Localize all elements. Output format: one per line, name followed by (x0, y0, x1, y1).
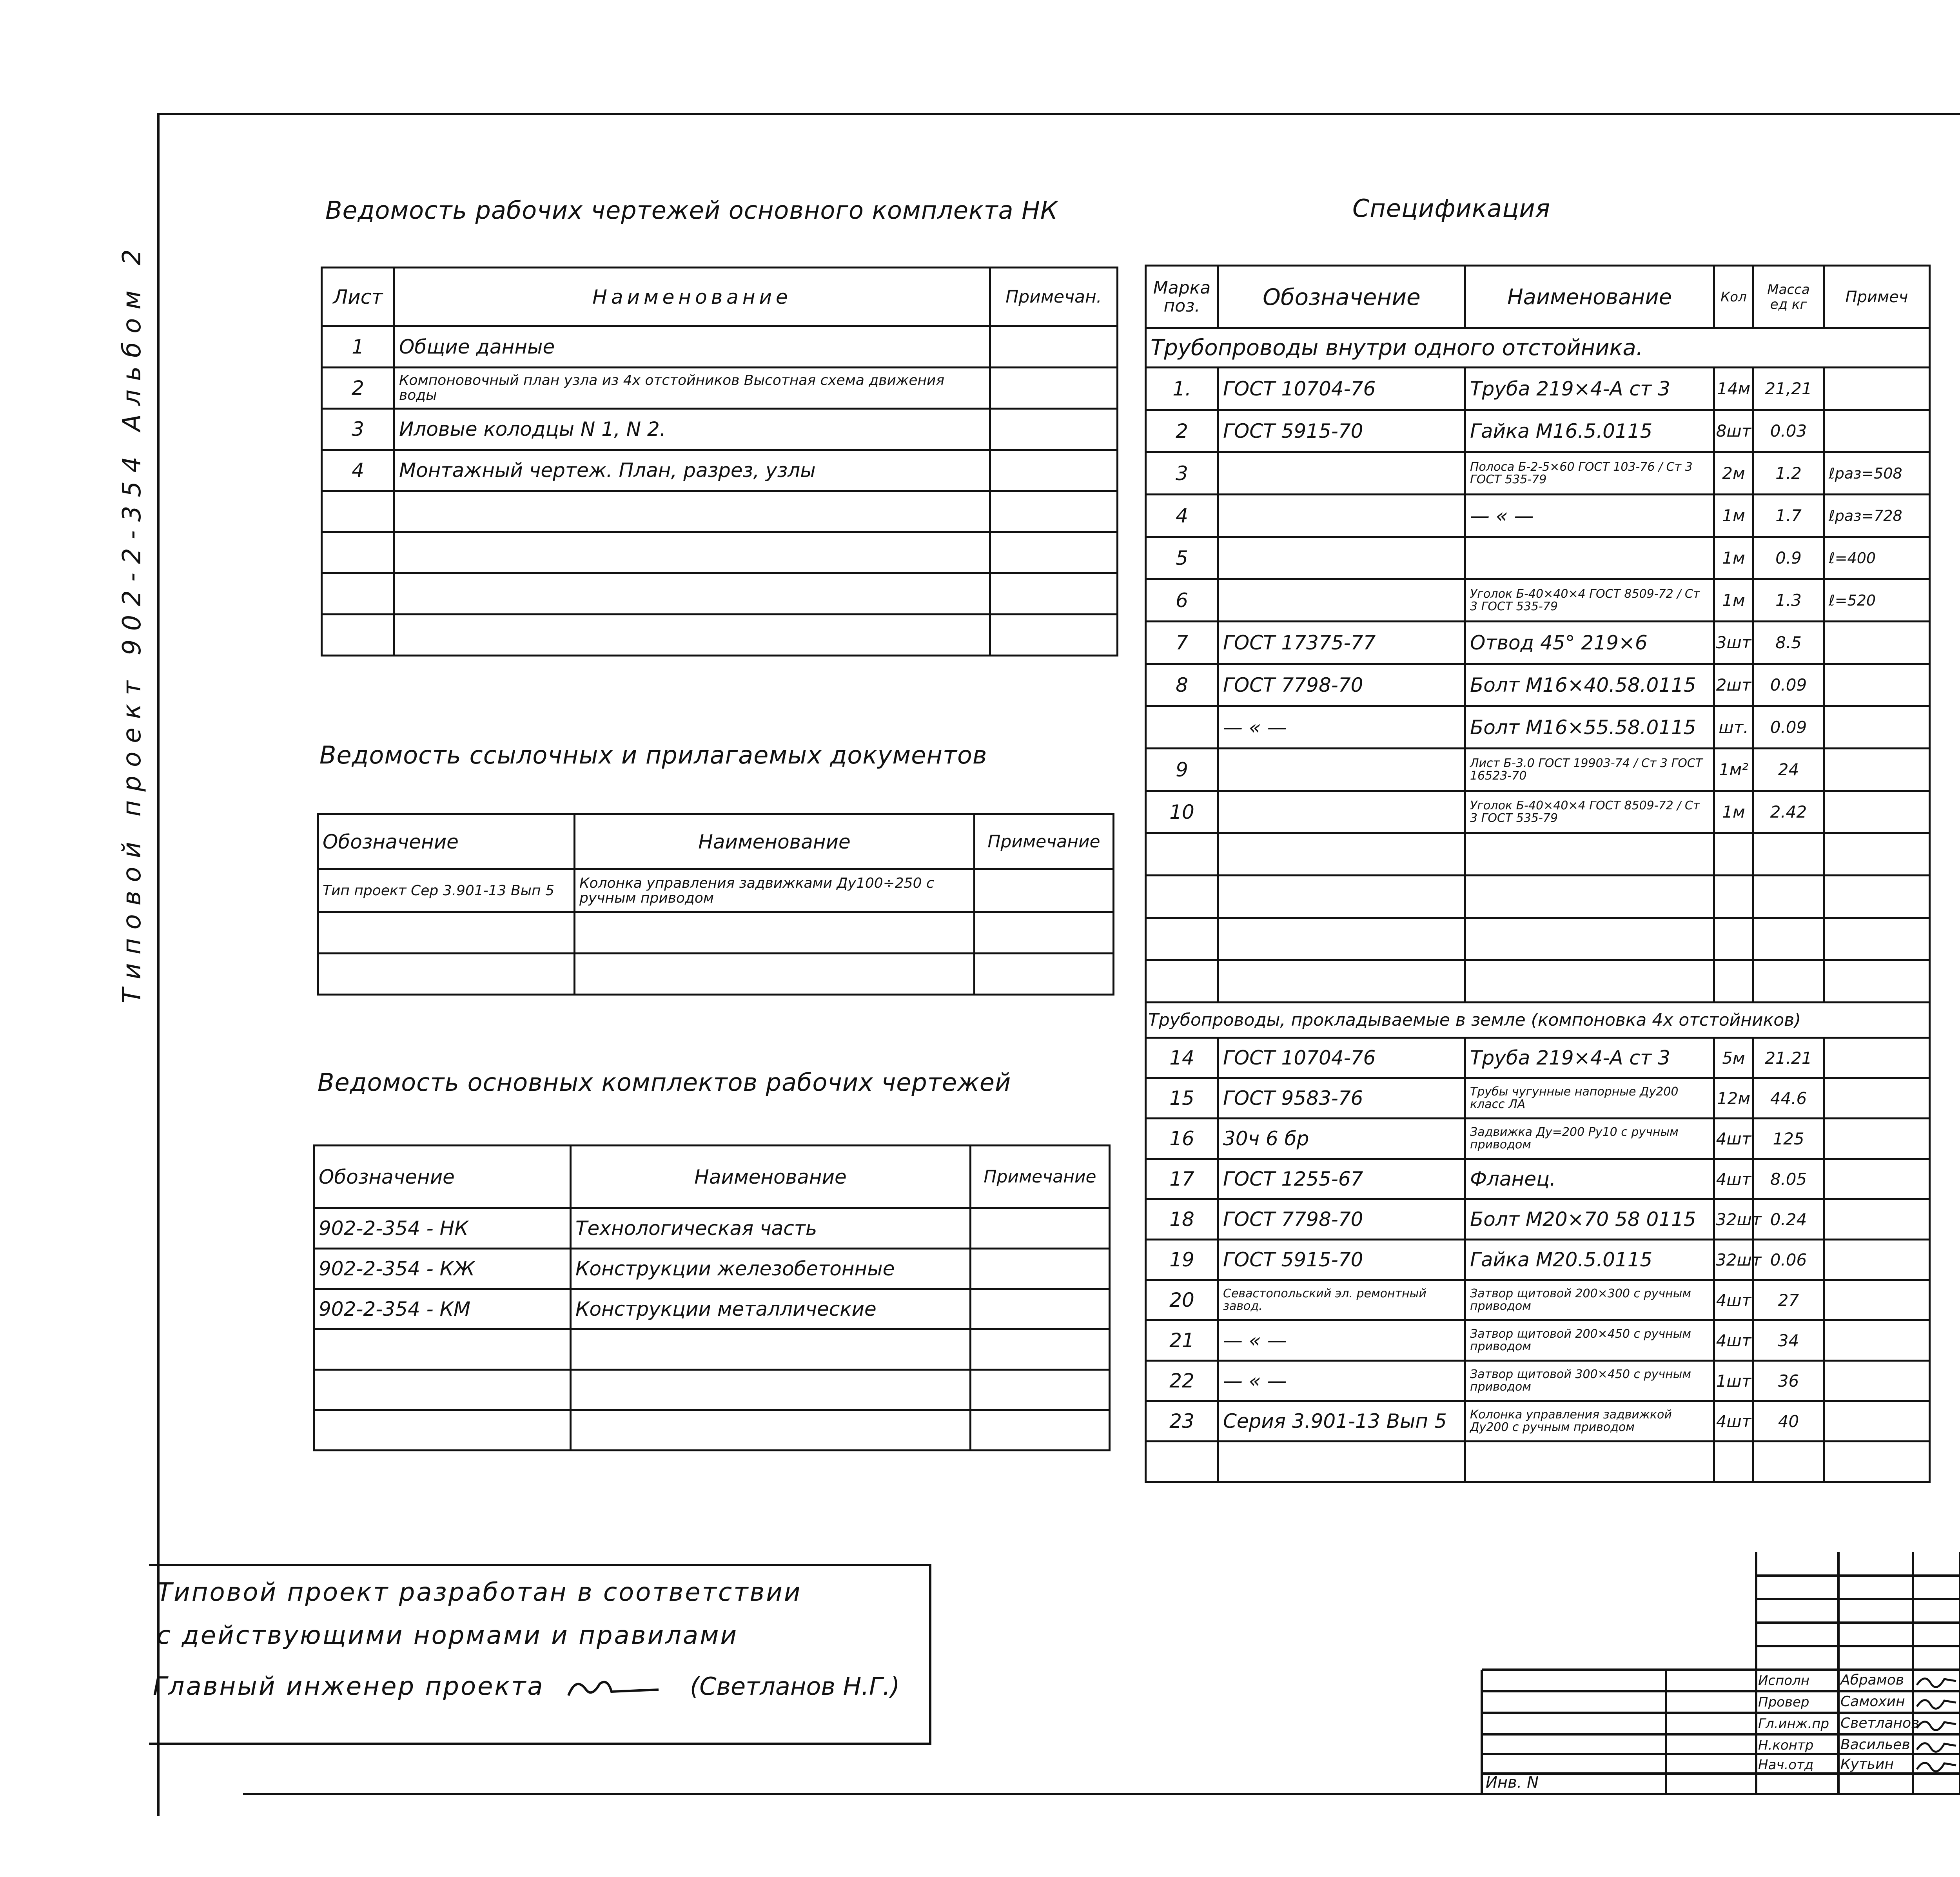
table-cell (318, 954, 575, 995)
col-header: Примечан. (990, 268, 1118, 326)
table-cell (1824, 1361, 1930, 1401)
table-cell (1824, 410, 1930, 452)
table-cell: 40 (1753, 1401, 1824, 1442)
table-cell: 1.7 (1753, 495, 1824, 537)
table-cell (322, 615, 394, 656)
table-row (1146, 495, 1930, 537)
table-cell: 125 (1753, 1119, 1824, 1159)
table-cell (971, 1289, 1110, 1329)
table-cell (1146, 706, 1218, 749)
table-row (1146, 960, 1930, 1003)
table-cell: 0.09 (1753, 706, 1824, 749)
table-cell (394, 491, 990, 532)
table-cell: — « — (1218, 1320, 1465, 1361)
table-cell (575, 954, 975, 995)
drawings-list-table (321, 267, 1118, 656)
table-cell (314, 1370, 571, 1410)
table-cell: 0.06 (1753, 1240, 1824, 1280)
table-cell: 20 (1146, 1280, 1218, 1320)
table-cell (1824, 1401, 1930, 1442)
table-cell: 0.03 (1753, 410, 1824, 452)
table-cell: 8.05 (1753, 1159, 1824, 1199)
table-cell: ℓраз=508 (1824, 452, 1930, 495)
table-cell (1465, 960, 1714, 1003)
table-cell: 21,21 (1753, 368, 1824, 410)
table-cell: 1м (1714, 791, 1753, 833)
table-cell (1218, 579, 1465, 622)
table-cell (1824, 1038, 1930, 1078)
table-cell: 14м (1714, 368, 1753, 410)
table-cell: Серия 3.901-13 Вып 5 (1218, 1401, 1465, 1442)
signature-mark (1915, 1693, 1958, 1712)
col-header: Обозначение (318, 814, 575, 869)
table-cell: Болт М20×70 58 0115 (1465, 1199, 1714, 1240)
table-cell: Уголок Б-40×40×4 ГОСТ 8509-72 / Ст 3 ГОСТ 535-79 (1465, 579, 1714, 622)
table-cell (990, 326, 1118, 368)
table-cell (1824, 1320, 1930, 1361)
table-cell: Полоса Б-2-5×60 ГОСТ 103-76 / Ст 3 ГОСТ 535-79 (1465, 452, 1714, 495)
table-cell: 5м (1714, 1038, 1753, 1078)
table-row (1146, 664, 1930, 706)
table-cell: Затвор щитовой 200×300 с ручным приводом (1465, 1280, 1714, 1320)
table-row (1146, 537, 1930, 579)
table-cell (1824, 1078, 1930, 1119)
table-cell (1146, 960, 1218, 1003)
table-cell: 12м (1714, 1078, 1753, 1119)
table-cell: 1. (1146, 368, 1218, 410)
table-cell (1714, 918, 1753, 960)
table-cell: ГОСТ 10704-76 (1218, 1038, 1465, 1078)
table-cell: 30ч 6 бр (1218, 1119, 1465, 1159)
table-cell: ГОСТ 10704-76 (1218, 368, 1465, 410)
table-cell (1824, 664, 1930, 706)
table-cell (1714, 876, 1753, 918)
table-cell (1218, 537, 1465, 579)
role-name: Самохин (1840, 1694, 1905, 1710)
role-name: Васильев (1840, 1737, 1910, 1753)
table-cell: — « — (1465, 495, 1714, 537)
table-cell: 2.42 (1753, 791, 1824, 833)
table-cell: Трубы чугунные напорные Ду200 класс ЛА (1465, 1078, 1714, 1119)
table-cell (975, 869, 1114, 912)
table-cell: 9 (1146, 749, 1218, 791)
table-cell (1824, 833, 1930, 876)
table-cell (1824, 749, 1930, 791)
role-label: Провер (1758, 1694, 1809, 1710)
table-cell (1753, 960, 1824, 1003)
table-cell: 6 (1146, 579, 1218, 622)
table-cell: ℓраз=728 (1824, 495, 1930, 537)
table-cell (971, 1249, 1110, 1289)
table-cell (394, 573, 990, 615)
col-header: Наименование (571, 1146, 971, 1208)
table-cell (1824, 368, 1930, 410)
table-cell (1753, 833, 1824, 876)
table-cell: Фланец. (1465, 1159, 1714, 1199)
table-cell (394, 532, 990, 573)
table-cell (1218, 876, 1465, 918)
table-cell (1218, 833, 1465, 876)
table-cell: 3шт (1714, 622, 1753, 664)
table-cell: 1м (1714, 579, 1753, 622)
table-cell (394, 615, 990, 656)
table-cell: 2шт (1714, 664, 1753, 706)
table-row (1146, 1078, 1930, 1119)
table-cell: 4шт (1714, 1280, 1753, 1320)
table-row (1146, 1361, 1930, 1401)
side-label: Типовой проект 902-2-354 Альбом 2 (118, 241, 147, 1003)
table-cell (1824, 876, 1930, 918)
table-cell (990, 450, 1118, 491)
role-label: Нач.отд (1758, 1757, 1814, 1773)
table-cell (1714, 1442, 1753, 1482)
table-cell: ГОСТ 5915-70 (1218, 410, 1465, 452)
table-cell: 4шт (1714, 1119, 1753, 1159)
table-cell: Уголок Б-40×40×4 ГОСТ 8509-72 / Ст 3 ГОСТ 535-79 (1465, 791, 1714, 833)
col-header: Примеч (1824, 266, 1930, 328)
table-cell: 0.9 (1753, 537, 1824, 579)
table-cell: 0.24 (1753, 1199, 1824, 1240)
table-cell: 4 (1146, 495, 1218, 537)
table-cell: 1м (1714, 537, 1753, 579)
table-cell (971, 1410, 1110, 1451)
table-cell (1146, 1442, 1218, 1482)
table-cell (1824, 791, 1930, 833)
table-cell: Болт М16×40.58.0115 (1465, 664, 1714, 706)
role-name: Абрамов (1840, 1672, 1904, 1688)
table-row (1146, 622, 1930, 664)
role-name: Кутьин (1840, 1756, 1894, 1772)
spec-title: Спецификация (1352, 194, 1551, 223)
engineer-signature (564, 1674, 666, 1705)
table-cell: Затвор щитовой 200×450 с ручным приводом (1465, 1320, 1714, 1361)
table-cell: 21 (1146, 1320, 1218, 1361)
table-cell (990, 532, 1118, 573)
table-cell: Затвор щитовой 300×450 с ручным приводом (1465, 1361, 1714, 1401)
table-cell (318, 912, 575, 954)
table-cell: 4шт (1714, 1401, 1753, 1442)
table-cell (1824, 1442, 1930, 1482)
table-cell (990, 491, 1118, 532)
table-row (1146, 410, 1930, 452)
table-cell: Общие данные (394, 326, 990, 368)
table-row (1146, 1320, 1930, 1361)
table-cell: ℓ=400 (1824, 537, 1930, 579)
table-cell (322, 573, 394, 615)
main-sets-title: Ведомость основных комплектов рабочих чертежей (318, 1068, 1011, 1097)
table-cell: 2 (1146, 410, 1218, 452)
table-cell: 21.21 (1753, 1038, 1824, 1078)
table-cell: Технологическая часть (571, 1208, 971, 1249)
table-cell: ГОСТ 17375-77 (1218, 622, 1465, 664)
table-cell (1714, 833, 1753, 876)
table-cell: Задвижка Ду=200 Ру10 с ручным приводом (1465, 1119, 1714, 1159)
table-cell: ГОСТ 7798-70 (1218, 664, 1465, 706)
signature-mark (1915, 1736, 1958, 1755)
table-cell: 8.5 (1753, 622, 1824, 664)
table-cell (1465, 833, 1714, 876)
table-cell: Иловые колодцы N 1, N 2. (394, 409, 990, 450)
table-cell (1465, 876, 1714, 918)
table-cell: Труба 219×4-А ст 3 (1465, 368, 1714, 410)
table-row (1146, 918, 1930, 960)
ref-docs-title: Ведомость ссылочных и прилагаемых документов (319, 741, 987, 769)
table-cell: 1.3 (1753, 579, 1824, 622)
table-cell (575, 912, 975, 954)
spec-table (1145, 265, 1931, 1483)
table-cell: 5 (1146, 537, 1218, 579)
table-cell: 16 (1146, 1119, 1218, 1159)
table-cell: 1м (1714, 495, 1753, 537)
inventory-label: Инв. N (1486, 1774, 1539, 1792)
table-cell: 32шт (1714, 1199, 1753, 1240)
table-cell: 8 (1146, 664, 1218, 706)
table-cell: Гайка М16.5.0115 (1465, 410, 1714, 452)
table-row (1146, 1159, 1930, 1199)
table-row (1146, 1038, 1930, 1078)
table-row (1146, 579, 1930, 622)
table-cell: Лист Б-3.0 ГОСТ 19903-74 / Ст 3 ГОСТ 16523-70 (1465, 749, 1714, 791)
table-cell (1824, 706, 1930, 749)
signature-mark (1915, 1755, 1958, 1775)
table-cell: — « — (1218, 1361, 1465, 1401)
table-cell (322, 491, 394, 532)
role-label: Исполн (1758, 1673, 1810, 1688)
table-cell (1824, 1240, 1930, 1280)
table-cell (322, 532, 394, 573)
table-row (1146, 749, 1930, 791)
table-cell: Севастопольский эл. ремонтный завод. (1218, 1280, 1465, 1320)
table-cell: 902-2-354 - КМ (314, 1289, 571, 1329)
table-cell: 44.6 (1753, 1078, 1824, 1119)
col-header: Наименование (1465, 266, 1714, 328)
table-cell: 0.09 (1753, 664, 1824, 706)
table-cell: 17 (1146, 1159, 1218, 1199)
table-cell (314, 1410, 571, 1451)
table-cell (975, 912, 1114, 954)
table-cell: Отвод 45° 219×6 (1465, 622, 1714, 664)
col-header: Марка поз. (1146, 266, 1218, 328)
table-cell: Компоновочный план узла из 4х отстойников Высотная схема движения воды (394, 368, 990, 409)
table-cell (1146, 833, 1218, 876)
table-cell (1218, 749, 1465, 791)
table-cell: 3 (322, 409, 394, 450)
table-cell: Гайка М20.5.0115 (1465, 1240, 1714, 1280)
table-cell: 4 (322, 450, 394, 491)
table-cell (1465, 537, 1714, 579)
col-header: Обозначение (314, 1146, 571, 1208)
table-row (1146, 368, 1930, 410)
table-cell (1753, 918, 1824, 960)
role-label: Гл.инж.пр (1758, 1716, 1829, 1732)
table-cell (990, 615, 1118, 656)
table-cell: 34 (1753, 1320, 1824, 1361)
table-cell: 32шт (1714, 1240, 1753, 1280)
table-cell (1714, 960, 1753, 1003)
table-cell (1465, 1442, 1714, 1482)
table-cell: 2 (322, 368, 394, 409)
table-cell: ГОСТ 9583-76 (1218, 1078, 1465, 1119)
table-cell: 902-2-354 - НК (314, 1208, 571, 1249)
table-cell (990, 368, 1118, 409)
table-cell: Конструкции металлические (571, 1289, 971, 1329)
table-cell (1824, 918, 1930, 960)
col-header: Примечание (971, 1146, 1110, 1208)
table-row (1146, 1240, 1930, 1280)
spec-rows-group-1 (1146, 368, 1930, 1003)
compliance-line-3: Главный инженер проекта (153, 1672, 544, 1701)
compliance-line-2: с действующими нормами и правилами (157, 1621, 739, 1650)
table-cell (1753, 876, 1824, 918)
table-cell (1824, 1280, 1930, 1320)
col-header: Наименование (575, 814, 975, 869)
table-cell: 2м (1714, 452, 1753, 495)
table-cell: 1м² (1714, 749, 1753, 791)
table-cell (971, 1370, 1110, 1410)
table-cell: 4шт (1714, 1159, 1753, 1199)
table-row (1146, 452, 1930, 495)
table-cell: 18 (1146, 1199, 1218, 1240)
table-cell (971, 1208, 1110, 1249)
engineer-name: (Светланов Н.Г.) (690, 1672, 900, 1701)
compliance-box (149, 1564, 931, 1745)
spec-section-title: Трубопроводы внутри одного отстойника. (1146, 328, 1930, 368)
table-cell (1824, 1159, 1930, 1199)
table-cell (1218, 918, 1465, 960)
table-cell: 24 (1753, 749, 1824, 791)
table-cell: 36 (1753, 1361, 1824, 1401)
title-block (1482, 1552, 1960, 1795)
table-cell: 19 (1146, 1240, 1218, 1280)
table-cell: 4шт (1714, 1320, 1753, 1361)
table-cell (1146, 918, 1218, 960)
table-row (1146, 833, 1930, 876)
table-row (1146, 1401, 1930, 1442)
table-cell: 902-2-354 - КЖ (314, 1249, 571, 1289)
compliance-line-1: Типовой проект разработан в соответствии (157, 1578, 802, 1607)
table-cell (990, 409, 1118, 450)
table-cell (975, 954, 1114, 995)
spec-rows-group-2 (1146, 1038, 1930, 1482)
table-cell: Конструкции железобетонные (571, 1249, 971, 1289)
table-cell (571, 1410, 971, 1451)
table-cell (1218, 452, 1465, 495)
table-row (1146, 706, 1930, 749)
ref-docs-table (317, 813, 1114, 996)
table-cell (571, 1370, 971, 1410)
table-row (1146, 876, 1930, 918)
table-cell: 1шт (1714, 1361, 1753, 1401)
table-cell: ГОСТ 7798-70 (1218, 1199, 1465, 1240)
table-cell (1824, 1199, 1930, 1240)
table-cell: Колонка управления задвижками Ду100÷250 с ручным приводом (575, 869, 975, 912)
table-cell: 15 (1146, 1078, 1218, 1119)
table-cell: 10 (1146, 791, 1218, 833)
col-header: Лист (322, 268, 394, 326)
drawings-list-title: Ведомость рабочих чертежей основного комплекта НК (325, 196, 1058, 225)
table-row (1146, 1442, 1930, 1482)
table-cell: 27 (1753, 1280, 1824, 1320)
col-header: Кол (1714, 266, 1753, 328)
table-cell: Труба 219×4-А ст 3 (1465, 1038, 1714, 1078)
signature-mark (1915, 1714, 1958, 1734)
role-label: Н.контр (1758, 1737, 1814, 1753)
table-cell: — « — (1218, 706, 1465, 749)
col-header: Наименование (394, 268, 990, 326)
table-cell (314, 1329, 571, 1370)
spec-section-title: Трубопроводы, прокладываемые в земле (компоновка 4х отстойников) (1146, 1003, 1930, 1038)
table-cell (1218, 960, 1465, 1003)
table-cell (1218, 495, 1465, 537)
table-cell (1146, 876, 1218, 918)
table-cell: ГОСТ 1255-67 (1218, 1159, 1465, 1199)
table-cell: шт. (1714, 706, 1753, 749)
table-cell: Монтажный чертеж. План, разрез, узлы (394, 450, 990, 491)
table-cell: 1 (322, 326, 394, 368)
table-cell (1753, 1442, 1824, 1482)
col-header: Масса ед кг (1753, 266, 1824, 328)
table-cell: 23 (1146, 1401, 1218, 1442)
table-cell: 3 (1146, 452, 1218, 495)
table-cell (971, 1329, 1110, 1370)
table-cell (571, 1329, 971, 1370)
col-header: Обозначение (1218, 266, 1465, 328)
table-cell: 1.2 (1753, 452, 1824, 495)
signature-mark (1915, 1671, 1958, 1691)
table-cell: Колонка управления задвижкой Ду200 с ручным приводом (1465, 1401, 1714, 1442)
table-cell: 14 (1146, 1038, 1218, 1078)
table-cell (1218, 791, 1465, 833)
table-cell (1824, 622, 1930, 664)
table-cell: ℓ=520 (1824, 579, 1930, 622)
table-cell: 7 (1146, 622, 1218, 664)
main-sets-table (313, 1144, 1111, 1451)
table-cell: 22 (1146, 1361, 1218, 1401)
table-row (1146, 1119, 1930, 1159)
table-cell (990, 573, 1118, 615)
table-row (1146, 1199, 1930, 1240)
table-cell (1824, 1119, 1930, 1159)
table-row (1146, 791, 1930, 833)
table-cell: 8шт (1714, 410, 1753, 452)
table-cell (1824, 960, 1930, 1003)
table-cell: Болт М16×55.58.0115 (1465, 706, 1714, 749)
table-cell: ГОСТ 5915-70 (1218, 1240, 1465, 1280)
table-cell (1465, 918, 1714, 960)
role-name: Светланов (1840, 1715, 1920, 1731)
table-cell: Тип проект Сер 3.901-13 Вып 5 (318, 869, 575, 912)
table-cell (1218, 1442, 1465, 1482)
table-row (1146, 1280, 1930, 1320)
col-header: Примечание (975, 814, 1114, 869)
